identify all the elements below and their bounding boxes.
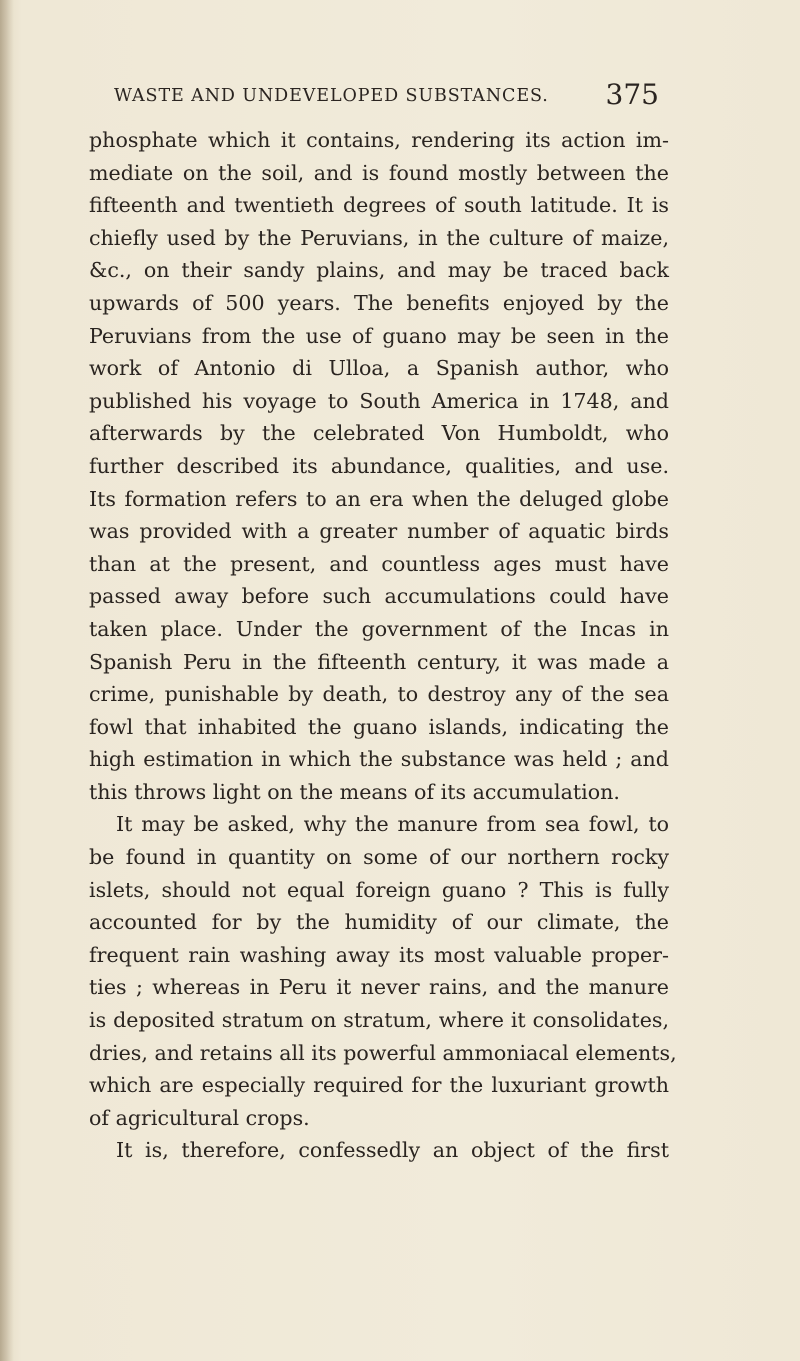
text-line: be found in quantity on some of our northern rocky bbox=[89, 845, 669, 870]
text-line: upwards of 500 years. The benefits enjoyed by the bbox=[89, 290, 669, 315]
text-line: dries, and retains all its powerful ammoniacal elements, bbox=[89, 1040, 677, 1065]
text-line: published his voyage to South America in 1748, and bbox=[89, 388, 669, 413]
text-line: islets, should not equal foreign guano ? This is fully bbox=[89, 877, 669, 902]
text-line: crime, punishable by death, to destroy any of the sea bbox=[89, 682, 669, 707]
text-line: high estimation in which the substance was held ; and bbox=[89, 747, 669, 772]
text-line: phosphate which it contains, rendering its action im- bbox=[89, 128, 669, 152]
body-text bbox=[89, 124, 677, 1167]
page-header bbox=[114, 78, 659, 114]
text-line: Peruvians from the use of guano may be seen in the bbox=[89, 323, 669, 348]
running-head: WASTE AND UNDEVELOPED SUBSTANCES. bbox=[114, 86, 549, 106]
text-line: this throws light on the means of its accumulation. bbox=[89, 779, 620, 804]
text-line: chiefly used by the Peruvians, in the culture of maize, bbox=[89, 225, 669, 250]
text-line: frequent rain washing away its most valuable proper- bbox=[89, 942, 669, 967]
paragraph-start-line: It may be asked, why the manure from sea fowl, to bbox=[116, 812, 669, 837]
text-line: afterwards by the celebrated Von Humboldt, who bbox=[89, 421, 669, 446]
text-line: accounted for by the humidity of our climate, the bbox=[89, 910, 669, 935]
text-line: Spanish Peru in the fifteenth century, it was made a bbox=[89, 649, 669, 674]
text-line: of agricultural crops. bbox=[89, 1105, 310, 1130]
page-number: 375 bbox=[605, 78, 659, 111]
text-line: &c., on their sandy plains, and may be traced back bbox=[89, 258, 669, 283]
text-line: which are especially required for the luxuriant growth bbox=[89, 1073, 669, 1098]
text-line: is deposited stratum on stratum, where it consolidates, bbox=[89, 1008, 669, 1033]
text-line: further described its abundance, qualities, and use. bbox=[89, 453, 669, 478]
paragraph-start-line: It is, therefore, confessedly an object of the first bbox=[116, 1138, 669, 1163]
spine-shadow bbox=[0, 0, 14, 1361]
text-line: ties ; whereas in Peru it never rains, and the manure bbox=[89, 975, 669, 1000]
text-line: passed away before such accumulations could have bbox=[89, 584, 669, 609]
text-line: fifteenth and twentieth degrees of south latitude. It is bbox=[89, 193, 669, 218]
text-line: mediate on the soil, and is found mostly between the bbox=[89, 160, 669, 185]
text-line: was provided with a greater number of aquatic birds bbox=[89, 519, 669, 544]
text-line: than at the present, and countless ages must have bbox=[89, 551, 669, 576]
text-line: work of Antonio di Ulloa, a Spanish author, who bbox=[89, 356, 669, 381]
text-line: Its formation refers to an era when the deluged globe bbox=[89, 486, 669, 511]
text-line: taken place. Under the government of the Incas in bbox=[89, 616, 669, 641]
text-line: fowl that inhabited the guano islands, indicating the bbox=[89, 714, 669, 739]
